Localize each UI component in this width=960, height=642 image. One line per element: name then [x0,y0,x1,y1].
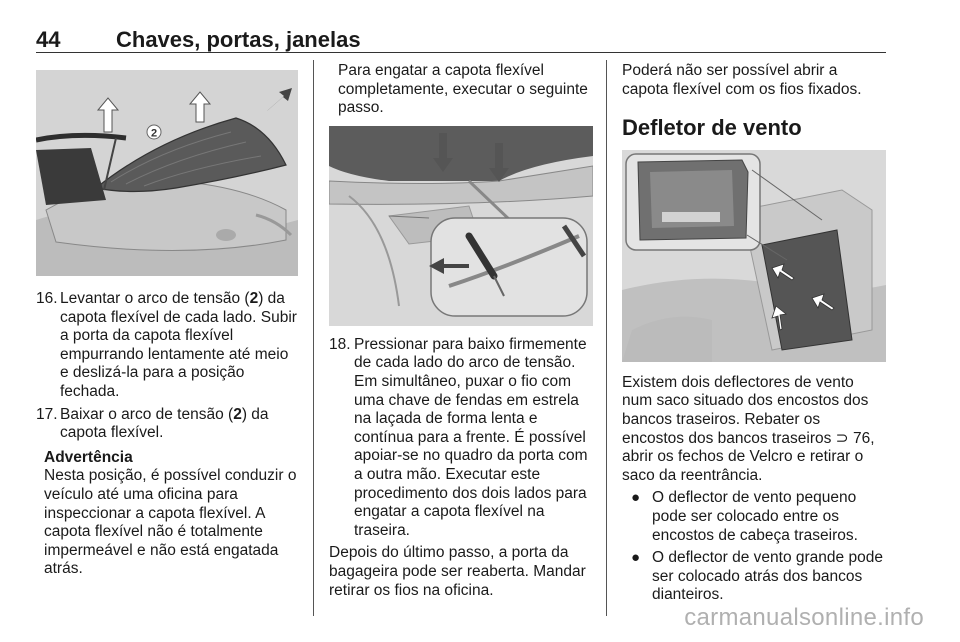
bullet-icon: ● [631,549,641,567]
step-16: 16. Levantar o arco de tensão (2) da capota flexível de cada lado. Subir a porta da capota flexível empurrando lentamente até meio e deslizá-la para a posição fechada. [36,290,297,400]
column-divider [606,60,607,616]
step-18: 18. Pressionar para baixo firmemente de cada lado do arco de tensão. Em simultâneo, puxar o fio com uma chave de fendas em estrela na laçada de forma lenta e contínua para a frente. É possível apoiar-se no quadro da porta com a outra mão. Executar este procedimento dos dois lados para engatar a capota flexível na traseira. [329,335,588,539]
page-ref[interactable]: 76 [848,429,871,447]
intro-paragraph: Para engatar a capota flexível completamente, executar o seguinte passo. [338,62,588,117]
wind-deflector-illustration [622,150,886,362]
soft-top-tension-arc-illustration [36,70,298,276]
soft-top-wire-illustration [329,126,593,326]
closing-paragraph: Depois do último passo, a porta da bagageira pode ser reaberta. Mandar retirar os fios na oficina. [329,544,586,599]
section-title: Defletor de vento [622,115,802,141]
rear-seat-bag-illustration [622,150,886,362]
body-paragraph: Existem dois deflectores de vento num saco situado dos encostos dos bancos traseiros. Rebater os encostos dos bancos traseiros ⊃ 76, abrir os fechos de Velcro e retirar o saco da reentrância. [622,373,875,484]
column-divider [313,60,314,616]
column-3 [622,62,886,609]
callout-2: 2 [150,127,158,140]
page-number: 44 [36,27,61,52]
column-2 [329,62,593,600]
convertible-rear-illustration [36,70,298,276]
chapter-title: Chaves, portas, janelas [116,27,361,52]
step-17: 17. Baixar o arco de tensão (2) da capota flexível. [36,405,269,442]
intro-paragraph: Poderá não ser possível abrir a capota flexível com os fios fixados. [622,62,862,98]
list-item: ● O deflector de vento grande pode ser colocado atrás dos bancos dianteiros. [631,549,883,604]
warning-text: Nesta posição, é possível conduzir o veículo até uma oficina para inspeccionar a capota flexível. A capota flexível não é totalmente impermeável e não está engatada atrás. [44,467,297,578]
list-item: ● O deflector de vento pequeno pode ser colocado entre os encostos de cabeça traseiros. [631,489,858,544]
page-header [36,22,886,53]
bullet-icon: ● [631,489,641,507]
warning-block [44,449,298,579]
door-frame-screwdriver-illustration [329,126,593,326]
column-1 [36,62,298,579]
page-ref-icon: ⊃ [835,429,849,447]
watermark: carmanualsonline.info [684,604,924,631]
warning-title: Advertência [44,448,133,466]
